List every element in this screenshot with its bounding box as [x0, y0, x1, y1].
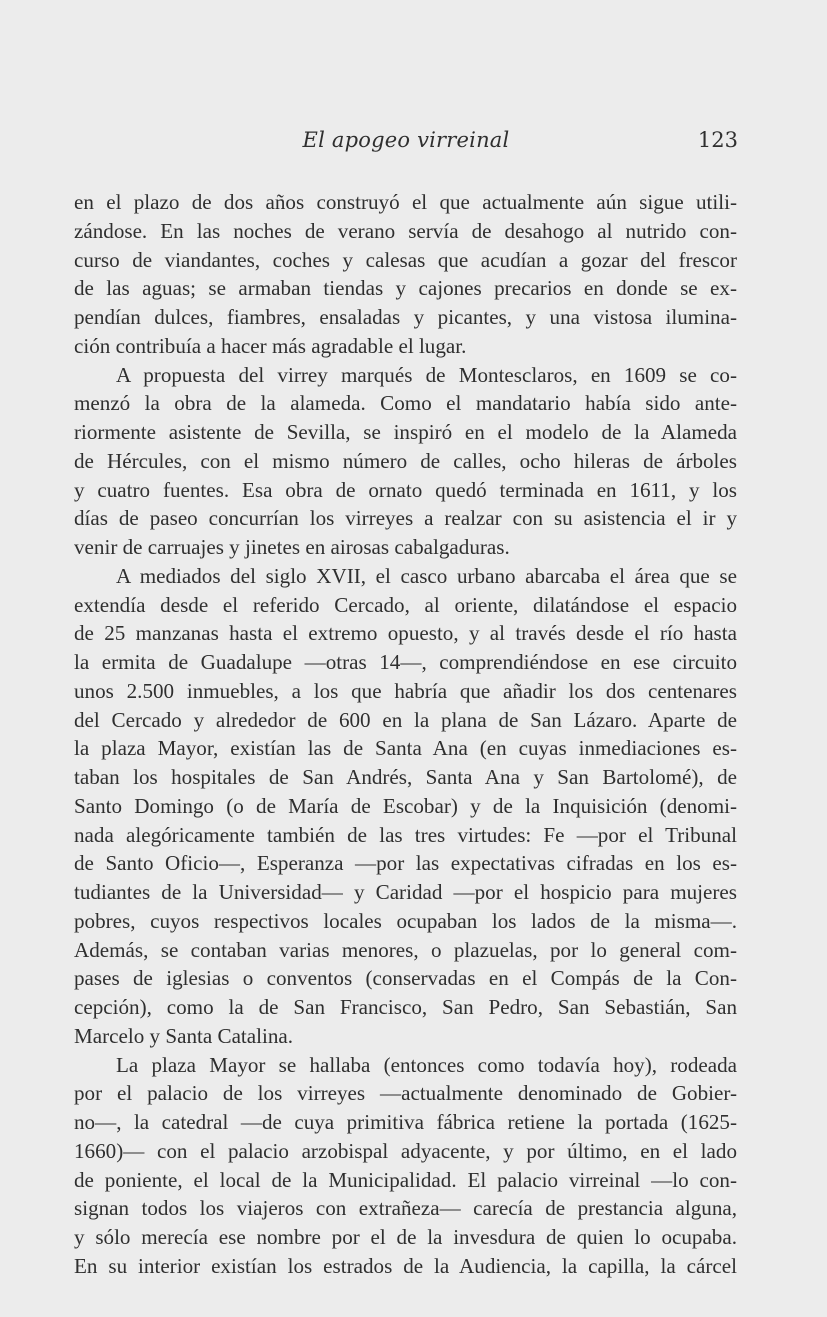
text-line: menzó la obra de la alameda. Como el mandatario había sido ante-	[74, 391, 737, 416]
text-line: pobres, cuyos respectivos locales ocupaban los lados de la misma—.	[74, 908, 737, 933]
text-line: 1660)— con el palacio arzobispal adyacente, y por último, en el lado	[74, 1138, 737, 1163]
body-text	[74, 188, 737, 1281]
text-line: La plaza Mayor se hallaba (entonces como todavía hoy), rodeada	[116, 1052, 737, 1077]
page-header	[74, 128, 738, 162]
text-line: días de paseo concurrían los virreyes a realzar con su asistencia el ir y	[74, 506, 737, 531]
text-line: cepción), como la de San Francisco, San Pedro, San Sebastián, San	[74, 995, 737, 1019]
text-line: de Santo Oficio—, Esperanza —por las expectativas cifradas en los es-	[74, 851, 737, 876]
text-line: la plaza Mayor, existían las de Santa Ana (en cuyas inmediaciones es-	[74, 736, 737, 761]
text-line: de las aguas; se armaban tiendas y cajones precarios en donde se ex-	[74, 276, 737, 301]
running-title: El apogeo virreinal	[302, 128, 510, 152]
text-line: por el palacio de los virreyes —actualmente denominado de Gobier-	[74, 1081, 737, 1106]
text-line: riormente asistente de Sevilla, se inspiró en el modelo de la Alameda	[74, 420, 737, 444]
page-number: 123	[697, 128, 738, 152]
text-line: pases de iglesias o conventos (conservadas en el Compás de la Con-	[74, 966, 737, 991]
text-line: venir de carruajes y jinetes en airosas cabalgaduras.	[74, 535, 510, 559]
text-line: Santo Domingo (o de María de Escobar) y de la Inquisición (denomi-	[74, 793, 737, 818]
text-line: signan todos los viajeros con extrañeza— carecía de prestancia alguna,	[74, 1196, 737, 1221]
text-line: en el plazo de dos años construyó el que actualmente aún sigue utili-	[74, 190, 737, 214]
text-line: curso de viandantes, coches y calesas que acudían a gozar del frescor	[74, 247, 737, 272]
text-line: de poniente, el local de la Municipalidad. El palacio virreinal —lo con-	[74, 1167, 737, 1192]
text-line: Además, se contaban varias menores, o plazuelas, por lo general com-	[74, 937, 737, 962]
text-line: zándose. En las noches de verano servía de desahogo al nutrido con-	[74, 218, 737, 243]
text-line: taban los hospitales de San Andrés, Santa Ana y San Bartolomé), de	[74, 765, 737, 789]
text-line: nada alegóricamente también de las tres virtudes: Fe —por el Tribunal	[74, 822, 737, 847]
text-line: A mediados del siglo XVII, el casco urbano abarcaba el área que se	[116, 563, 737, 588]
text-line: tudiantes de la Universidad— y Caridad —por el hospicio para mujeres	[74, 880, 737, 904]
text-line: A propuesta del virrey marqués de Montesclaros, en 1609 se co-	[116, 362, 737, 387]
text-line: pendían dulces, fiambres, ensaladas y picantes, y una vistosa ilumina-	[74, 305, 737, 329]
text-line: unos 2.500 inmuebles, a los que habría que añadir los dos centenares	[74, 678, 737, 703]
text-line: y cuatro fuentes. Esa obra de ornato quedó terminada en 1611, y los	[74, 477, 737, 502]
text-line: y sólo merecía ese nombre por el de la invesdura de quien lo ocupaba.	[74, 1225, 737, 1249]
text-line: de 25 manzanas hasta el extremo opuesto, y al través desde el río hasta	[74, 621, 737, 646]
text-line: no—, la catedral —de cuya primitiva fábrica retiene la portada (1625-	[74, 1110, 737, 1134]
text-line: Marcelo y Santa Catalina.	[74, 1023, 294, 1048]
text-line: ción contribuía a hacer más agradable el lugar.	[74, 333, 467, 358]
text-line: del Cercado y alrededor de 600 en la plana de San Lázaro. Aparte de	[74, 707, 737, 732]
text-line: de Hércules, con el mismo número de calles, ocho hileras de árboles	[74, 448, 737, 473]
text-line: la ermita de Guadalupe —otras 14—, comprendiéndose en ese circuito	[74, 650, 737, 674]
text-line: En su interior existían los estrados de la Audiencia, la capilla, la cárcel	[74, 1253, 737, 1278]
text-line: extendía desde el referido Cercado, al oriente, dilatándose el espacio	[74, 592, 737, 617]
